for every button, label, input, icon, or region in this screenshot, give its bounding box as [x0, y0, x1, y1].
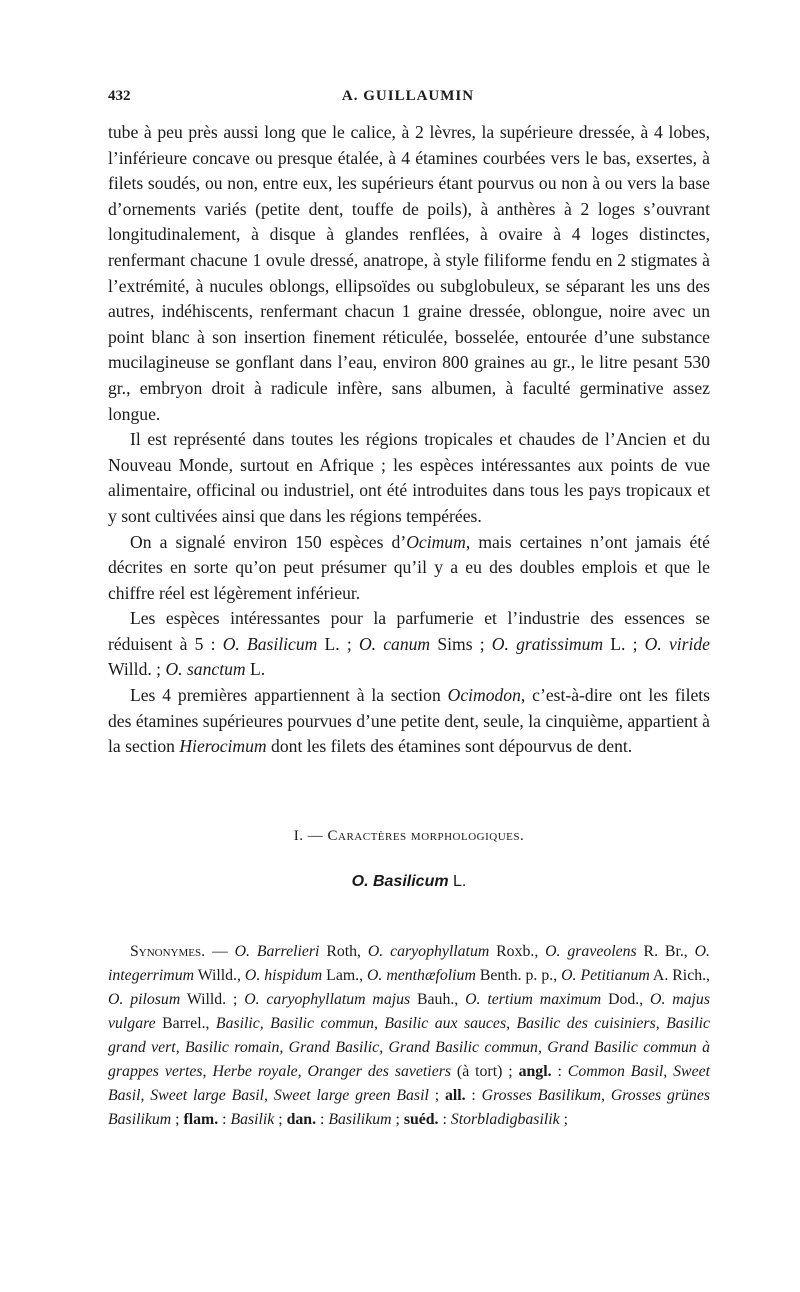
text-run: Synonymes. — [130, 942, 206, 960]
text-run: Willd. ; — [180, 990, 245, 1008]
text-run: O. Barrelieri — [234, 942, 320, 960]
text-run: O. majus vulgare — [108, 990, 710, 1032]
text-run: Hierocimum — [179, 736, 267, 757]
text-run: O. menthæfolium — [367, 966, 476, 984]
text-run: Basilikum — [328, 1110, 392, 1128]
text-run: Common Basil, Sweet Basil, Sweet large Basil, Sweet large green Basil — [108, 1062, 710, 1104]
text-run: Basilik — [230, 1110, 275, 1128]
text-run: On a signalé environ 150 espèces d’ — [130, 531, 407, 552]
text-run: Willd. ; — [108, 659, 166, 680]
text-run: O. tertium maximum — [465, 990, 602, 1008]
text-run: O. graveolens — [545, 942, 637, 960]
text-run: Sims ; — [430, 633, 492, 654]
text-run: ; — [428, 1086, 445, 1104]
text-run: I. — — [293, 828, 328, 844]
text-run: (à tort) ; — [451, 1062, 519, 1080]
text-run: R. Br., — [636, 942, 695, 960]
text-run: dan. — [286, 1110, 317, 1128]
text-run: Roxb., — [489, 942, 546, 960]
text-run: O. canum — [358, 633, 431, 654]
text-run: O. caryophyllatum — [367, 942, 490, 960]
text-run: , c’est-à-dire ont les filets des étamines supérieures pourvues d’une petite dent, seule, la cinquième, appartient à la section — [108, 685, 711, 757]
running-author: A. GUILLAUMIN — [341, 88, 475, 104]
text-run: suéd. — [403, 1110, 439, 1128]
text-run: — — [205, 942, 235, 960]
text-run: Bauh., — [410, 990, 466, 1008]
text-run: O. hispidum — [244, 966, 323, 984]
text-run: L. ; — [603, 633, 645, 654]
species-name: O. Basilicum — [351, 873, 449, 890]
text-run: ; — [559, 1110, 568, 1128]
text-run: , mais certaines n’ont jamais été décrites en sorte qu’on peut présumer qu’il y a eu des doubles emplois et que le chiffre réel est légèrement inférieur. — [108, 531, 710, 603]
text-run: : — [316, 1110, 329, 1128]
text-run: all. — [444, 1086, 466, 1104]
text-run: ; — [274, 1110, 287, 1128]
text-run: : — [551, 1062, 568, 1080]
text-run: O. integerrimum — [108, 942, 710, 984]
text-run: O. Petitianum — [561, 966, 650, 984]
text-run: Roth, — [319, 942, 368, 960]
text-run: Caractères morphologiques. — [327, 828, 525, 844]
text-run: Les espèces intéressantes pour la parfumerie et l’industrie des essences se réduisent à 5 : — [108, 608, 710, 654]
text-run: Les 4 premières appartiennent à la section — [130, 685, 448, 706]
text-run: Benth. p. p., — [475, 966, 562, 984]
text-run: Willd., — [194, 966, 245, 984]
paragraph-description — [108, 120, 710, 427]
text-run: A. Rich., — [649, 966, 710, 984]
text-run: flam. — [183, 1110, 219, 1128]
text-run: Ocimodon — [447, 685, 521, 706]
text-run: O. sanctum — [165, 659, 246, 680]
text-run: O. caryophyllatum majus — [244, 990, 411, 1008]
text-run: tube à peu près aussi long que le calice, à 2 lèvres, la supérieure dressée, à 4 lobes, l’inférieure concave ou presque étalée, à 4 étamines courbées vers le bas, exsertes, à filets soudés, ou non, entre eux, les supérieurs étant pourvus ou non à ou vers la base d’ornements variés (petite dent, touffe de poils), à anthères à 2 loges s’ouvrant longitudinalement, à disque à glandes renflées, à ovaire à 4 loges distinctes, renfermant chacune 1 ovule dressé, anatrope, à style filiforme fendu en 2 stigmates à l’extrémité, à nucules oblongs, ellipsoïdes ou subglobuleux, se séparant les uns des autres, indéhiscents, renfermant chacun 1 graine dressée, oblongue, noire avec un point blanc à son insertion finement réticulée, bosselée, entourée d’une substance mucilagineuse se gonflant dans l’eau, environ 800 graines au gr., le litre pesant 530 gr., embryon droit à radicule infère, sans albumen, à faculté germinative assez longue. — [108, 122, 710, 424]
species-author: L. — [453, 873, 467, 890]
section-heading — [108, 828, 710, 845]
text-run: O. gratissimum — [491, 633, 604, 654]
text-run: Barrel., — [155, 1014, 216, 1032]
paragraph-perfumery-species — [108, 606, 710, 683]
text-run: Grosses Basilikum, Grosses grünes Basilikum — [108, 1086, 710, 1128]
body-text — [108, 120, 710, 760]
paragraph-distribution — [108, 427, 710, 529]
text-run: dont les filets des étamines sont dépourvus de dent. — [266, 736, 633, 757]
text-run: L. ; — [317, 633, 359, 654]
text-run: O. pilosum — [108, 990, 181, 1008]
text-run: ; — [391, 1110, 404, 1128]
text-run: Ocimum — [406, 531, 466, 552]
species-heading — [108, 873, 710, 891]
text-run: Basilic, Basilic commun, Basilic aux sauces, Basilic des cuisiniers, Basilic grand vert, Basilic romain, Grand Basilic, Grand Basilic commun, Grand Basilic commun à grappes vertes, Herbe royale, Oranger des savetiers — [108, 1014, 710, 1080]
text-run: Dod., — [601, 990, 651, 1008]
synonyms-paragraph — [108, 940, 710, 1132]
text-run: Storbladigbasilik — [450, 1110, 560, 1128]
text-run: Lam., — [322, 966, 368, 984]
page-number: 432 — [108, 88, 131, 104]
text-run: angl. — [518, 1062, 552, 1080]
text-run: Il est représenté dans toutes les régions tropicales et chaudes de l’Ancien et du Nouveau Monde, surtout en Afrique ; les espèces intéressantes aux points de vue alimentaire, officinal ou industriel, ont été introduites dans tous les pays tropicaux et y sont cultivées ainsi que dans les régions tempérées. — [108, 429, 710, 526]
text-run: O. Basilicum — [222, 633, 318, 654]
running-header — [108, 88, 708, 110]
text-run: : — [218, 1110, 231, 1128]
paragraph-species-count — [108, 530, 710, 607]
text-run: L. — [245, 659, 266, 680]
text-run: : — [438, 1110, 451, 1128]
text-run: O. viride — [644, 633, 710, 654]
text-run: : — [465, 1086, 482, 1104]
text-run: ; — [171, 1110, 184, 1128]
paragraph-sections — [108, 683, 710, 760]
